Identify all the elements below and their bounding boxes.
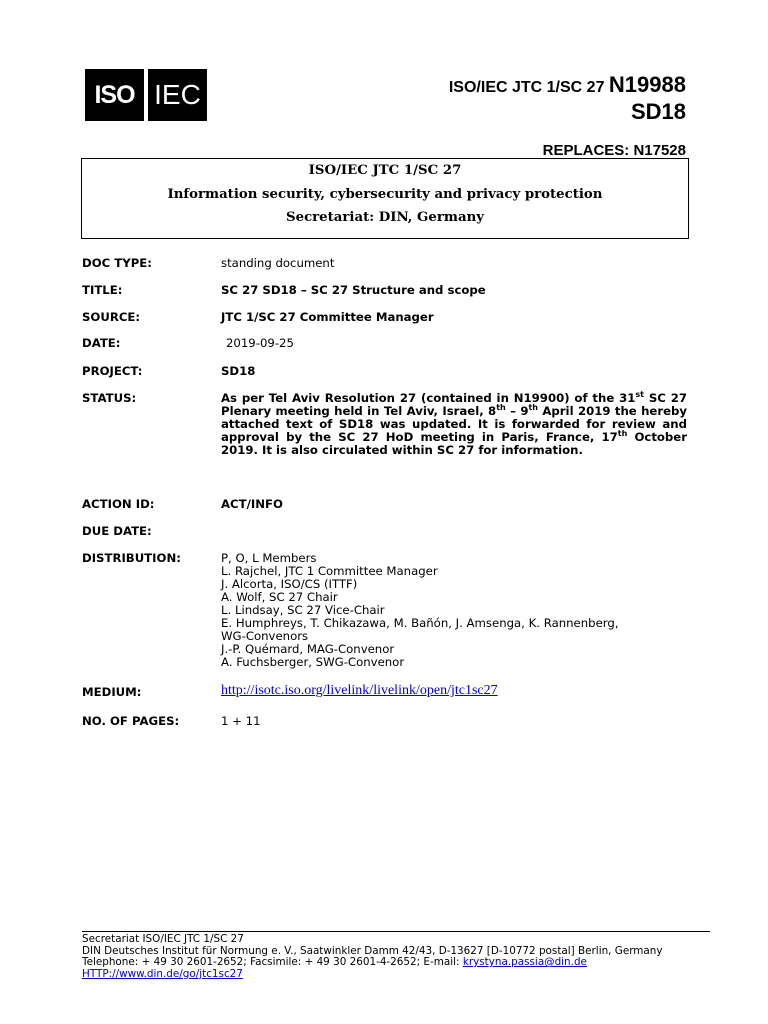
footer-website-link[interactable]: HTTP://www.din.de/go/jtc1sc27 xyxy=(82,967,243,980)
replaces-label: REPLACES: N17528 xyxy=(542,142,686,159)
status-text-d: April 2019 the hereby attached text of SD18 was updated. It is forwarded for review and approval by the SC 27 HoD meeting in Paris, France, 17 xyxy=(221,404,687,444)
iec-logo: IEC xyxy=(148,69,207,121)
distribution-item: A. Fuchsberger, SWG-Convenor xyxy=(221,655,405,669)
footer-secretariat: Secretariat ISO/IEC JTC 1/SC 27 xyxy=(82,933,244,945)
title-committee: ISO/IEC JTC 1/SC 27 xyxy=(308,163,462,178)
distribution-item: L. Lindsay, SC 27 Vice-Chair xyxy=(221,603,385,617)
distribution-item: P, O, L Members xyxy=(221,551,317,565)
medium-label: MEDIUM: xyxy=(82,685,142,699)
status-sup-a: st xyxy=(635,390,644,400)
status-value xyxy=(221,392,687,457)
doc-type-label: DOC TYPE: xyxy=(82,256,152,270)
distribution-label: DISTRIBUTION: xyxy=(82,551,181,565)
distribution-item: J. Alcorta, ISO/CS (ITTF) xyxy=(221,577,358,591)
title-secretariat: Secretariat: DIN, Germany xyxy=(286,210,484,225)
status-text-c: – 9 xyxy=(505,404,529,418)
due-date-label: DUE DATE: xyxy=(82,524,152,538)
project-value: SD18 xyxy=(221,364,256,378)
doc-type-value: standing document xyxy=(221,256,335,270)
title-box xyxy=(81,158,689,239)
distribution-list xyxy=(221,552,687,669)
title-value: SC 27 SD18 – SC 27 Structure and scope xyxy=(221,283,486,297)
document-number: N19988 xyxy=(608,72,686,97)
distribution-item: WG-Convenors xyxy=(221,629,309,643)
project-label: PROJECT: xyxy=(82,364,143,378)
status-text-e: October 2019. It is also circulated within SC 27 for information. xyxy=(221,430,687,457)
footer-phone-fax: Telephone: + 49 30 2601-2652; Facsimile: + 49 30 2601-4-2652; E-mail: xyxy=(82,956,463,969)
iso-iec-logo xyxy=(85,69,207,121)
iso-logo: ISO xyxy=(85,69,144,121)
action-id-value: ACT/INFO xyxy=(221,497,283,511)
status-text-b: SC 27 Plenary meeting held in Tel Aviv, Israel, 8 xyxy=(221,391,687,418)
pages-value: 1 + 11 xyxy=(221,714,261,728)
status-label: STATUS: xyxy=(82,391,137,405)
page-footer xyxy=(82,931,710,980)
footer-address: DIN Deutsches Institut für Normung e. V., Saatwinkler Damm 42/43, D-13627 [D-10772 postal] Berlin, Germany xyxy=(82,944,663,957)
date-value: 2019-09-25 xyxy=(226,336,294,350)
pages-label: NO. OF PAGES: xyxy=(82,714,180,728)
status-text-a: As per Tel Aviv Resolution 27 (contained in N19900) of the 31 xyxy=(221,391,636,405)
source-label: SOURCE: xyxy=(82,310,141,324)
title-subject: Information security, cybersecurity and privacy protection xyxy=(167,187,603,202)
source-value: JTC 1/SC 27 Committee Manager xyxy=(221,310,434,324)
status-sup-d: th xyxy=(617,429,628,439)
distribution-item: E. Humphreys, T. Chikazawa, M. Bañón, J. Amsenga, K. Rannenberg, xyxy=(221,616,619,630)
distribution-item: J.-P. Quémard, MAG-Convenor xyxy=(221,642,395,656)
title-label: TITLE: xyxy=(82,283,123,297)
document-code: SD18 xyxy=(630,99,686,124)
status-sup-c: th xyxy=(528,403,538,413)
distribution-item: L. Rajchel, JTC 1 Committee Manager xyxy=(221,564,438,578)
status-sup-b: th xyxy=(496,403,506,413)
date-label: DATE: xyxy=(82,336,121,350)
document-number-block xyxy=(449,73,686,124)
action-id-label: ACTION ID: xyxy=(82,497,155,511)
medium-link[interactable]: http://isotc.iso.org/livelink/livelink/open/jtc1sc27 xyxy=(221,683,498,698)
committee-name: ISO/IEC JTC 1/SC 27 xyxy=(448,79,605,96)
footer-email-link[interactable]: krystyna.passia@din.de xyxy=(462,956,587,969)
distribution-item: A. Wolf, SC 27 Chair xyxy=(221,590,338,604)
